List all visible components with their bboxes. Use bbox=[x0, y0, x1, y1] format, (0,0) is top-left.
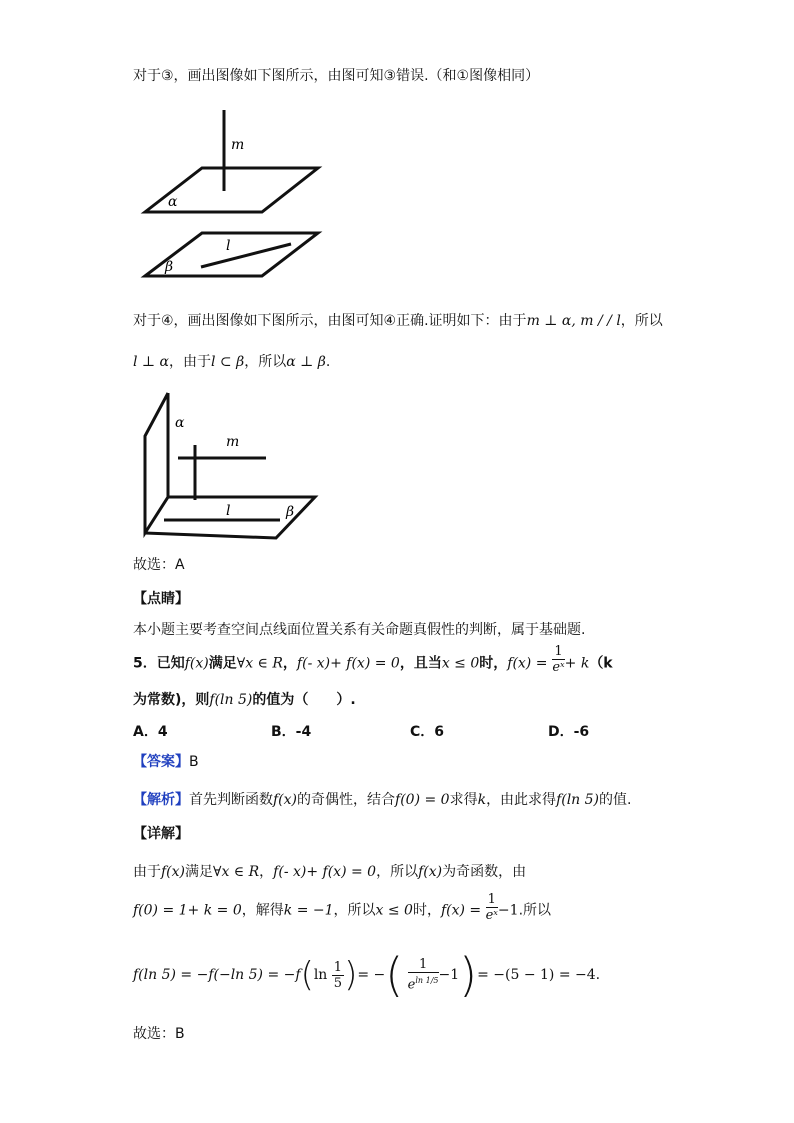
answer-label: 【答案】 bbox=[133, 754, 189, 770]
para4-text-d: ，所以 bbox=[244, 354, 287, 370]
q5-condition: x ≤ 0 bbox=[441, 655, 480, 672]
d3-minus-one: −1 bbox=[438, 967, 460, 983]
fig2-label-beta: β bbox=[286, 504, 295, 520]
detail-line-3 bbox=[133, 947, 600, 1003]
d3-math-b: = − bbox=[357, 967, 386, 983]
option-a[interactable]: A．4 bbox=[133, 724, 168, 740]
d1-math-1: f(x) bbox=[161, 864, 186, 880]
d2-frac-den: eˣ bbox=[485, 908, 498, 923]
jiexi-text-a: 首先判断函数 bbox=[189, 792, 273, 808]
choose-b: 故选：B bbox=[133, 1026, 185, 1042]
d2-math-1: f(0) = 1+ k = 0 bbox=[133, 902, 242, 919]
d3-math-c: = −(5 − 1) = −4 bbox=[477, 967, 596, 983]
d1-math-3: f(- x)+ f(x) = 0 bbox=[273, 864, 377, 880]
detail-line-1 bbox=[133, 862, 526, 882]
option-d[interactable]: D．-6 bbox=[548, 724, 590, 740]
question-5-line1 bbox=[133, 644, 613, 678]
para4-math-2: l ⊥ α bbox=[133, 354, 169, 370]
q5-f-ln5: f(ln 5) bbox=[209, 692, 253, 708]
jiexi-math-2: f(0) = 0 bbox=[395, 792, 450, 808]
d3-dot: . bbox=[595, 967, 601, 983]
d3-bigparen-close: ) bbox=[459, 948, 478, 1002]
q5-equation: f(- x)+ f(x) = 0 bbox=[296, 655, 400, 672]
choose-a: 故选：A bbox=[133, 557, 185, 573]
dianjing-label: 【点睛】 bbox=[133, 591, 189, 607]
para4-text-b: ，所以 bbox=[620, 313, 663, 329]
para4-math-1: m ⊥ α, m / / l bbox=[526, 313, 621, 329]
q5-k-note: （k bbox=[589, 655, 613, 672]
d2-text-c: 时， bbox=[412, 902, 441, 919]
q5-line2-b: 的值为（ ）. bbox=[252, 692, 356, 708]
q5-fx-def: f(x) = bbox=[507, 655, 548, 672]
figure-1-planes bbox=[140, 105, 325, 280]
d3-fraction bbox=[332, 960, 344, 991]
d2-text-d: .所以 bbox=[518, 902, 552, 919]
jiexi-text-c: 求得 bbox=[449, 792, 478, 808]
answer-value: B bbox=[189, 754, 199, 770]
fig1-label-alpha: α bbox=[168, 194, 178, 210]
d1-text-b: 满足 bbox=[185, 864, 214, 880]
d3-bigparen-open: ( bbox=[385, 948, 404, 1002]
xiangjie-label: 【详解】 bbox=[133, 826, 189, 842]
fig1-label-l: l bbox=[226, 238, 231, 254]
question-5-line2 bbox=[133, 690, 356, 710]
d2-text-b: ，所以 bbox=[333, 902, 376, 919]
para4-math-3: l ⊂ β bbox=[211, 354, 245, 370]
q5-fx: f(x) bbox=[184, 655, 209, 672]
d1-math-2: ∀x ∈ R bbox=[213, 864, 260, 880]
q5-comma: ， bbox=[282, 655, 297, 672]
q5-when: ，且当 bbox=[399, 655, 442, 672]
paragraph-4-line1 bbox=[133, 311, 663, 331]
jiexi-text-e: 的值. bbox=[599, 792, 632, 808]
q5-shi: 时， bbox=[479, 655, 508, 672]
jiexi-text-d: ，由此求得 bbox=[486, 792, 557, 808]
d3-ln: ln bbox=[313, 967, 328, 983]
para4-text-c: ，由于 bbox=[169, 354, 211, 370]
figure-2-planes bbox=[140, 390, 325, 545]
fig2-label-alpha: α bbox=[175, 415, 185, 431]
d2-frac-num: 1 bbox=[486, 892, 498, 908]
d3-frac-den: 5 bbox=[333, 975, 343, 991]
paragraph-4-line2 bbox=[133, 352, 330, 372]
d2-math-3: x ≤ 0 bbox=[375, 902, 413, 919]
fig1-label-m: m bbox=[231, 137, 245, 153]
q5-forall: ∀x ∈ R bbox=[236, 655, 283, 672]
answer-line bbox=[133, 752, 199, 772]
jiexi-math-4: f(ln 5) bbox=[556, 792, 600, 808]
d3-frac2-num: 1 bbox=[408, 957, 439, 973]
fig2-label-m: m bbox=[226, 434, 240, 450]
jiexi-line bbox=[133, 790, 631, 810]
fig1-label-beta: β bbox=[165, 259, 174, 275]
d1-math-4: f(x) bbox=[418, 864, 443, 880]
para4-math-4: α ⊥ β bbox=[286, 354, 326, 370]
option-b[interactable]: B．-4 bbox=[271, 724, 312, 740]
jiexi-label: 【解析】 bbox=[133, 792, 189, 808]
q5-fraction bbox=[552, 644, 564, 675]
q5-satisfy: 满足 bbox=[208, 655, 237, 672]
paragraph-3: 对于③，画出图像如下图所示，由图可知③错误.（和①图像相同） bbox=[133, 68, 540, 84]
jiexi-text-b: 的奇偶性，结合 bbox=[297, 792, 396, 808]
fig2-label-l: l bbox=[226, 503, 231, 519]
d1-text-c: ， bbox=[259, 864, 274, 880]
d2-text-a: ，解得 bbox=[241, 902, 284, 919]
q5-plus-k: + k bbox=[564, 655, 590, 672]
d2-math-4: f(x) = bbox=[440, 902, 482, 919]
d3-frac-num: 1 bbox=[333, 959, 343, 975]
d1-text-e: 为奇函数，由 bbox=[442, 864, 527, 880]
d3-frac2-den bbox=[408, 973, 439, 992]
d2-fraction bbox=[486, 892, 498, 923]
d1-text-a: 由于 bbox=[133, 864, 161, 880]
para4-text-a: 对于④，画出图像如下图所示，由图可知④正确.证明如下：由于 bbox=[133, 313, 527, 329]
d2-math-2: k = −1 bbox=[283, 902, 334, 919]
q5-frac-den: eˣ bbox=[552, 660, 565, 675]
jiexi-math-3: k bbox=[477, 792, 487, 808]
d3-e: e bbox=[407, 977, 416, 993]
para4-text-e: . bbox=[325, 354, 331, 370]
option-c[interactable]: C．6 bbox=[410, 724, 445, 740]
jiexi-math-1: f(x) bbox=[273, 792, 298, 808]
q5-line2-a: 为常数)，则 bbox=[133, 692, 210, 708]
d1-text-d: ，所以 bbox=[376, 864, 419, 880]
d3-math-a: f(ln 5) = −f(−ln 5) = −f bbox=[133, 967, 301, 983]
d3-fraction-2 bbox=[408, 957, 439, 992]
q5-frac-num: 1 bbox=[552, 644, 564, 660]
dianjing-text: 本小题主要考查空间点线面位置关系有关命题真假性的判断，属于基础题. bbox=[133, 622, 586, 638]
d3-exponent: ln 1/5 bbox=[415, 976, 439, 986]
d3-paren-close: ) bbox=[344, 955, 358, 995]
q5-number: 5．已知 bbox=[133, 655, 185, 672]
d3-paren-open: ( bbox=[300, 955, 314, 995]
d2-math-5: −1 bbox=[497, 902, 519, 919]
detail-line-2 bbox=[133, 892, 552, 932]
